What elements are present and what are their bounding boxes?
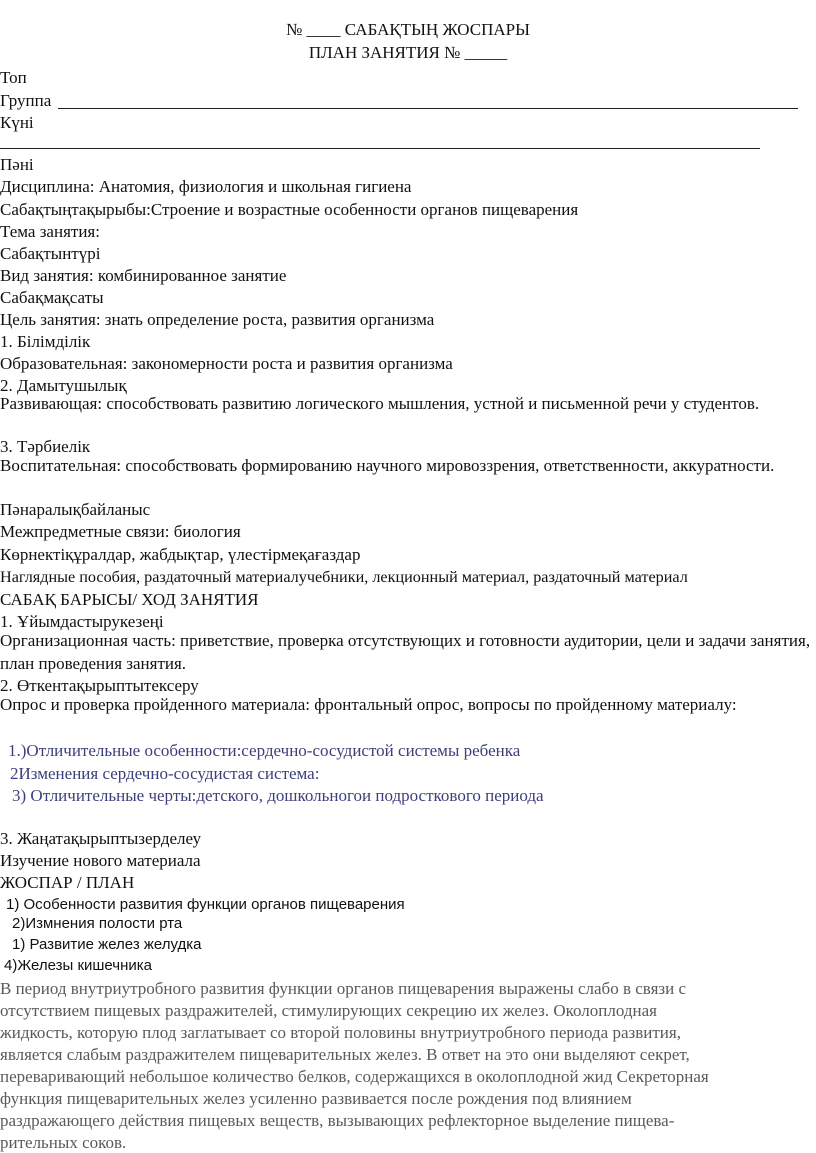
body-line: функция пищеварительных желез усиленно развивается после рождения под влиянием — [0, 1089, 632, 1108]
title-kazakh: № ____ САБАҚТЫҢ ЖОСПАРЫ — [286, 20, 530, 39]
field-type-ru: Вид занятия: комбинированное занятие — [0, 266, 287, 285]
body-line: является слабым раздражителем пищеварительных желез. В ответ на это они выделяют секрет, — [0, 1045, 690, 1064]
field-topic-ru: Тема занятия: — [0, 222, 100, 241]
body-line: отсутствием пищевых раздражителей, стимулирующих секрецию их желез. Околоплодная — [0, 1001, 657, 1020]
field-subject-kz: Пәні — [0, 155, 34, 174]
field-upbr-kz: 3. Тәрбиелік — [0, 437, 91, 456]
check-stage-kz: 2. Өткентақырыптытексеру — [0, 676, 199, 695]
field-discipline: Дисциплина: Анатомия, физиология и школьная гигиена — [0, 177, 412, 196]
field-dev-ru: Развивающая: способствовать развитию логического мышления, устной и письменной речи у студентов. — [0, 394, 760, 413]
question-item: 3) Отличительные черты:детского, дошкольногои подросткового периода — [12, 786, 544, 805]
new-topic-ru: Изучение нового материала — [0, 851, 201, 870]
field-edu-ru: Образовательная: закономерности роста и развития организма — [0, 354, 453, 373]
plan-item: 2)Измнения полости рта — [12, 915, 183, 932]
field-topic: Сабақтыңтақырыбы:Строение и возрастные особенности органов пищеварения — [0, 200, 579, 219]
course-heading: САБАҚ БАРЫСЫ/ ХОД ЗАНЯТИЯ — [0, 590, 259, 609]
plan-item: 1) Развитие желез желудка — [12, 936, 202, 953]
field-dev-kz: 2. Дамытушылық — [0, 376, 127, 395]
field-day: Күні — [0, 113, 34, 132]
body-line: В период внутриутробного развития функции органов пищеварения выражены слабо в связи с — [0, 979, 686, 998]
org-stage-kz: 1. Ұйымдастырукезеңі — [0, 612, 164, 631]
field-edu-kz: 1. Білімділік — [0, 332, 91, 351]
field-top: Топ — [0, 68, 27, 87]
field-type-kz: Сабақтынтүрі — [0, 244, 101, 263]
org-stage-ru: Организационная часть: приветствие, проверка отсутствующих и готовности аудитории, цели и задачи занятия, план проведения занятия. — [0, 631, 811, 673]
field-goals-ru: Цель занятия: знать определение роста, развития организма — [0, 310, 435, 329]
plan-item: 1) Особенности развития функции органов пищеварения — [6, 896, 405, 913]
field-links-kz: Пәнаралықбайланыс — [0, 500, 151, 519]
question-item: 1.)Отличительные особенности:сердечно-сосудистой системы ребенка — [8, 741, 521, 760]
title-russian: ПЛАН ЗАНЯТИЯ № _____ — [308, 43, 508, 62]
group-underline — [58, 108, 798, 109]
field-goals-kz: Сабақмақсаты — [0, 288, 104, 307]
field-upbr-ru: Воспитательная: способствовать формированию научного мировоззрения, ответственности, аккуратности. — [0, 456, 775, 475]
field-aids-kz: Көрнектіқұралдар, жабдықтар, үлестірмеқағаздар — [0, 545, 361, 564]
field-aids-ru: Наглядные пособия, раздаточный материалучебники, лекционный материал, раздаточный материал — [0, 568, 688, 586]
plan-heading: ЖОСПАР / ПЛАН — [0, 873, 135, 892]
new-topic-kz: 3. Жаңатақырыптызерделеу — [0, 829, 202, 848]
question-item: 2Изменения сердечно-сосудистая система: — [10, 764, 320, 783]
body-line: раздражающего действия пищевых веществ, вызывающих рефлекторное выделение пищева- — [0, 1111, 675, 1130]
field-group: Группа — [0, 91, 52, 110]
plan-item: 4)Железы кишечника — [4, 957, 152, 974]
body-line: переваривающий небольшое количество белков, содержащихся в околоплодной жид Секреторная — [0, 1067, 709, 1086]
check-stage-ru: Опрос и проверка пройденного материала: фронтальный опрос, вопросы по пройденному материалу: — [0, 695, 737, 714]
body-line: жидкость, которую плод заглатывает со второй половины внутриутробного периода развития, — [0, 1023, 681, 1042]
day-underline — [0, 148, 760, 149]
field-links-ru: Межпредметные связи: биология — [0, 522, 241, 541]
body-line: рительных соков. — [0, 1133, 127, 1152]
